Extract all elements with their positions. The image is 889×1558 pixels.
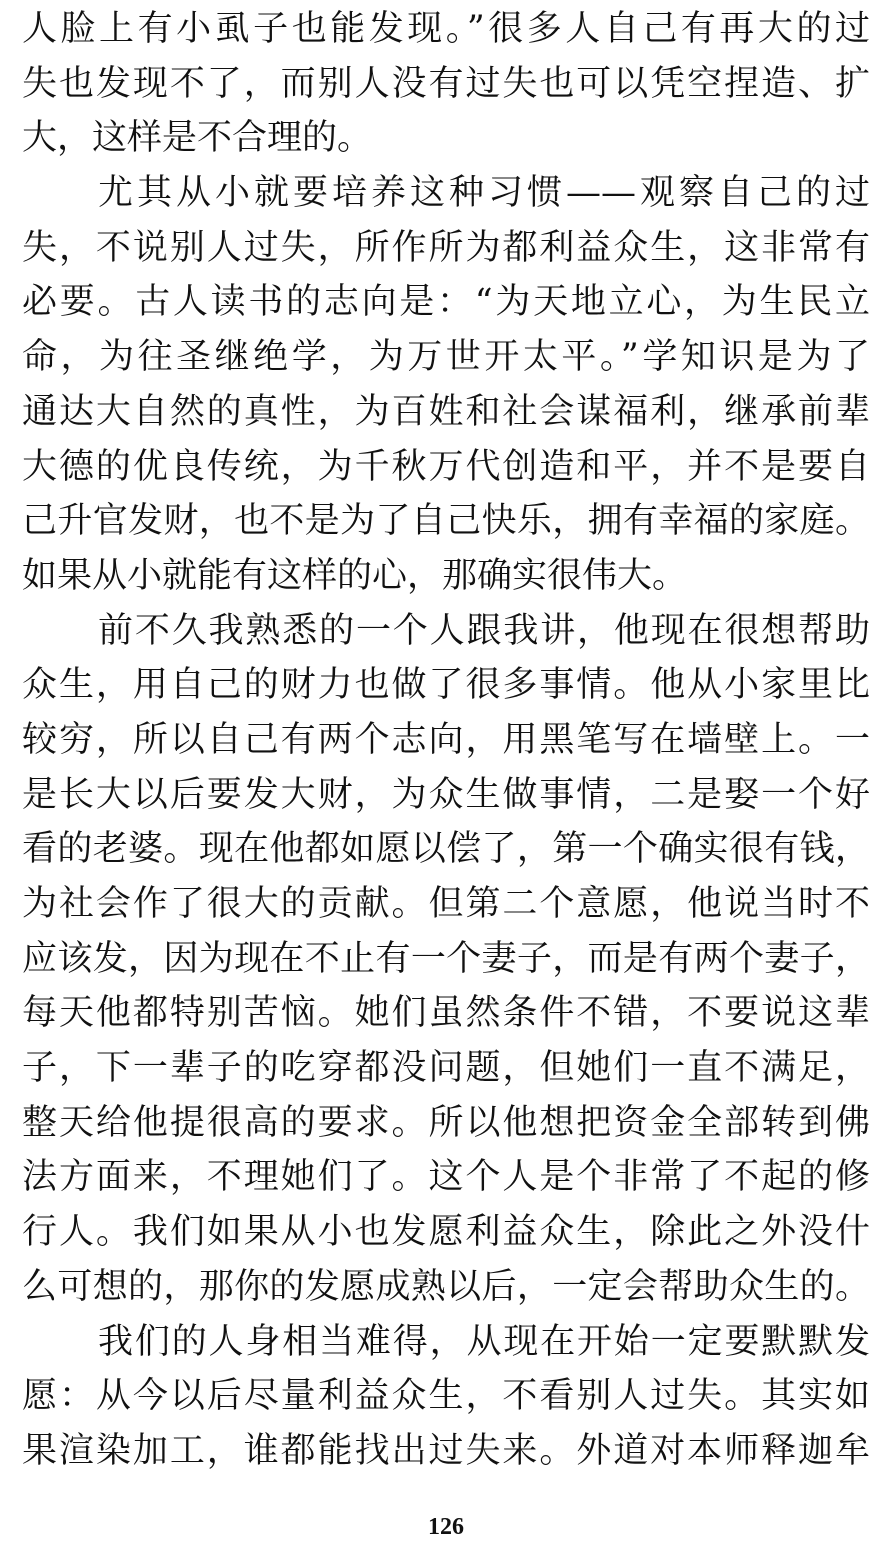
text-line: 通达大自然的真性，为百姓和社会谋福利，继承前辈 bbox=[22, 391, 870, 432]
text-line: 命，为往圣继绝学，为万世开太平。”学知识是为了 bbox=[22, 337, 870, 378]
text-line: 如果从小就能有这样的心，那确实很伟大。 bbox=[22, 555, 688, 596]
text-line: 看的老婆。现在他都如愿以偿了，第一个确实很有钱， bbox=[22, 829, 870, 870]
text-line: 子，下一辈子的吃穿都没问题，但她们一直不满足， bbox=[22, 1048, 870, 1089]
text-line: 必要。古人读书的志向是：“为天地立心，为生民立 bbox=[22, 282, 870, 323]
text-line: 为社会作了很大的贡献。但第二个意愿，他说当时不 bbox=[22, 884, 870, 924]
text-line: 失，不说别人过失，所作所为都利益众生，这非常有 bbox=[22, 227, 870, 268]
text-line: 行人。我们如果从小也发愿利益众生，除此之外没什 bbox=[22, 1212, 870, 1253]
text-line: 每天他都特别苦恼。她们虽然条件不错，不要说这辈 bbox=[22, 993, 870, 1034]
text-line: 是长大以后要发大财，为众生做事情，二是娶一个好 bbox=[22, 774, 870, 815]
text-line: 己升官发财，也不是为了自己快乐，拥有幸福的家庭。 bbox=[22, 501, 870, 542]
text-line: 众生，用自己的财力也做了很多事情。他从小家里比 bbox=[22, 665, 870, 706]
text-line: 失也发现不了，而别人没有过失也可以凭空捏造、扩 bbox=[22, 63, 870, 104]
page-number: 126 bbox=[428, 1514, 464, 1540]
text-line: 人脸上有小虱子也能发现。”很多人自己有再大的过 bbox=[22, 9, 870, 49]
book-page bbox=[22, 0, 870, 1558]
text-line: 尤其从小就要培养这种习惯——观察自己的过 bbox=[98, 173, 870, 214]
text-line: 应该发，因为现在不止有一个妻子，而是有两个妻子， bbox=[22, 938, 870, 979]
text-line: 整天给他提很高的要求。所以他想把资金全部转到佛 bbox=[22, 1102, 870, 1143]
text-line: 前不久我熟悉的一个人跟我讲，他现在很想帮助 bbox=[98, 610, 870, 651]
text-line: 我们的人身相当难得，从现在开始一定要默默发 bbox=[98, 1321, 870, 1362]
text-line: 么可想的，那你的发愿成熟以后，一定会帮助众生的。 bbox=[22, 1266, 870, 1307]
body-text bbox=[22, 2, 870, 1479]
text-line: 果渲染加工，谁都能找出过失来。外道对本师释迦牟 bbox=[22, 1430, 870, 1471]
text-line: 大，这样是不合理的。 bbox=[22, 118, 373, 159]
text-line: 法方面来，不理她们了。这个人是个非常了不起的修 bbox=[22, 1157, 870, 1198]
text-line: 愿：从今以后尽量利益众生，不看别人过失。其实如 bbox=[22, 1376, 870, 1417]
text-line: 大德的优良传统，为千秋万代创造和平，并不是要自 bbox=[22, 446, 870, 487]
text-line: 较穷，所以自己有两个志向，用黑笔写在墙壁上。一 bbox=[22, 719, 870, 760]
